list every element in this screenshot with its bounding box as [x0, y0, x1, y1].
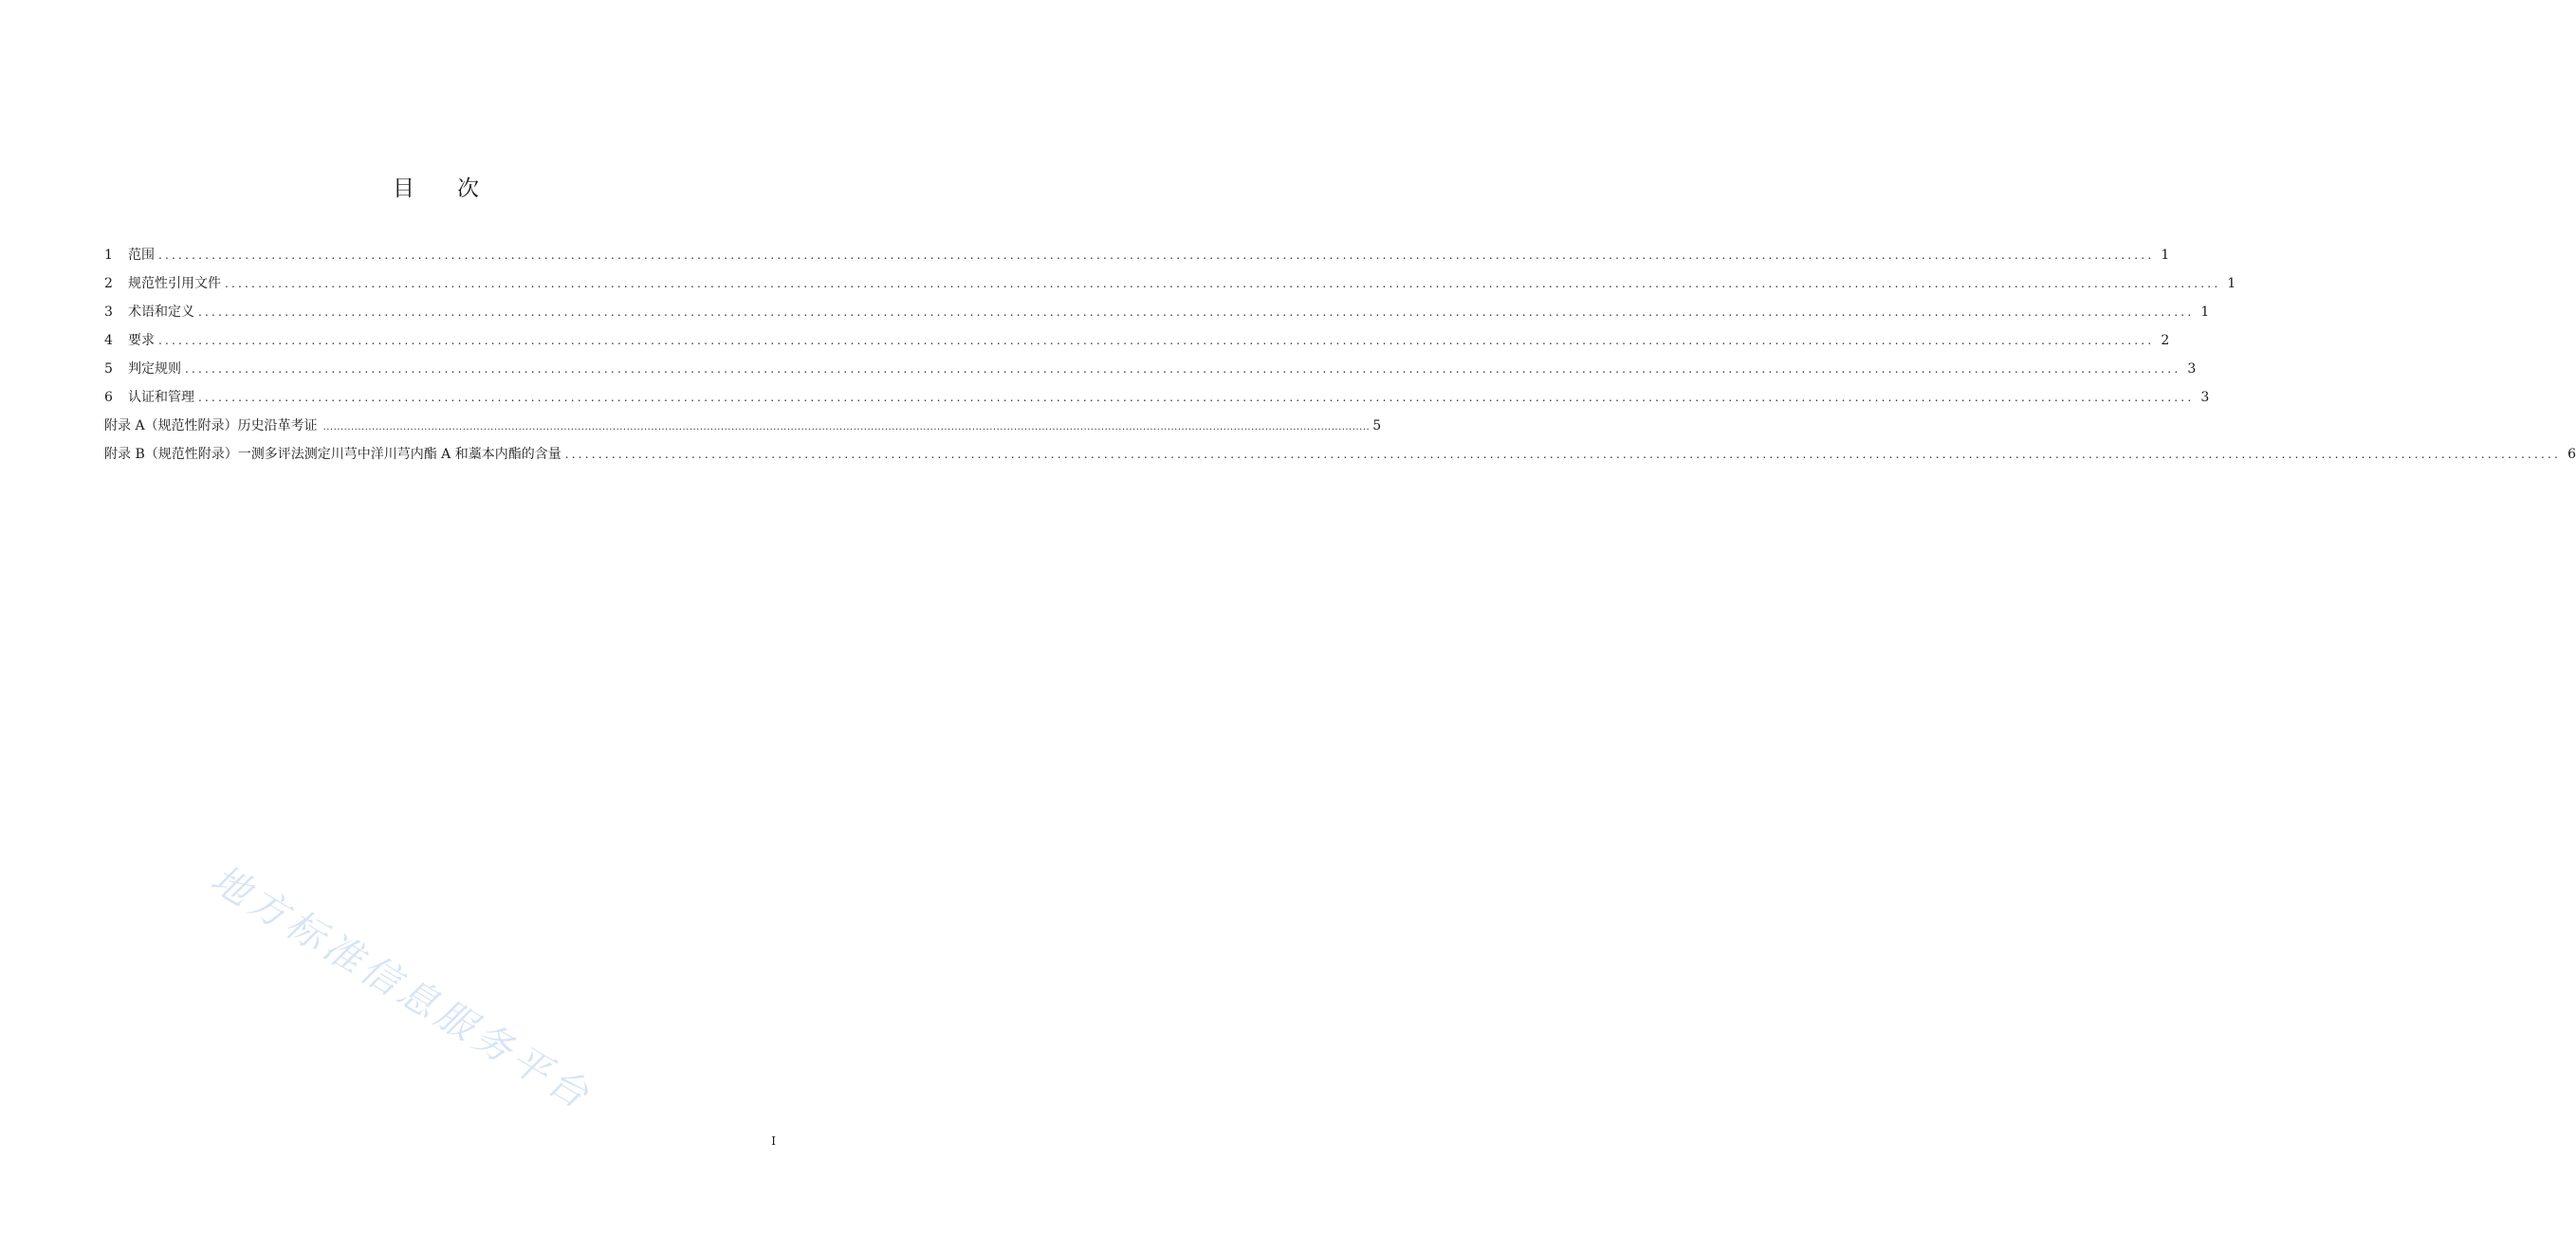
dot-leader: ............................................................................................................................................................................................................................................................................................................ [564, 448, 2562, 461]
toc-entry-page: 3 [2187, 361, 2197, 377]
toc-entry-terms[interactable] [104, 302, 2210, 330]
page-title [0, 171, 873, 202]
toc-entry-page: 1 [2227, 276, 2236, 291]
watermark-text: 地方标准信息服务平台 [203, 857, 600, 1120]
toc-entry-page: 2 [2161, 333, 2170, 348]
toc-entry-label: 术语和定义 [128, 304, 194, 320]
toc-entry-number: 5 [104, 361, 113, 377]
toc-entry-number: 3 [104, 304, 113, 320]
toc-entry-label: 附录 B（规范性附录）一测多评法测定川芎中洋川芎内酯 A 和藁本内酯的含量 [104, 447, 561, 462]
toc-entry-label: 判定规则 [128, 361, 181, 377]
dot-leader: ............................................................................................................................................................................................................................................................................................................ [158, 334, 2155, 347]
toc-entry-page: 1 [2161, 248, 2170, 263]
toc-entry-requirements[interactable] [104, 330, 2170, 359]
toc-entry-label: 认证和管理 [128, 390, 194, 405]
dot-leader: ............................................................................................................................................................................................................................................................................................................ [185, 362, 2181, 376]
toc-entry-number: 4 [104, 333, 113, 348]
dot-leader: ............................................................................................................................................................................................................................................................................................................ [198, 305, 2195, 319]
dot-leader: ............................................................................................................................................................................................................................................................................................................ [158, 249, 2155, 262]
toc-entry-page: 5 [1372, 418, 1382, 433]
toc-entry-label: 规范性引用文件 [128, 276, 221, 291]
toc-entry-label: 范围 [128, 248, 155, 263]
title-char-2: 次 [457, 176, 480, 201]
dot-leader: ............................................................................................................................................................................................................................................................................................................ [225, 277, 2221, 290]
toc-entry-number: 1 [104, 248, 113, 263]
toc-entry-judgment-rules[interactable] [104, 359, 2197, 387]
toc-entry-page: 1 [2200, 304, 2210, 320]
toc-entry-appendix-b[interactable] [104, 444, 2576, 472]
toc-entry-page: 3 [2200, 390, 2210, 405]
dot-leader: ............................................................................................................................................................................................................................................................................................................ [322, 422, 1371, 433]
toc-entry-number: 2 [104, 276, 113, 291]
page-number: I [771, 1134, 776, 1148]
dot-leader: ............................................................................................................................................................................................................................................................................................................ [198, 391, 2195, 404]
toc-entry-scope[interactable] [104, 245, 2170, 273]
toc-entry-normative-references[interactable] [104, 273, 2236, 302]
toc-entry-label: 要求 [128, 333, 155, 348]
toc-entry-number: 6 [104, 390, 113, 405]
toc-entry-appendix-a[interactable] [104, 415, 1382, 444]
title-char-1: 目 [393, 176, 415, 201]
toc-entry-label: 附录 A（规范性附录）历史沿革考证 [104, 418, 318, 433]
table-of-contents [104, 245, 2576, 472]
toc-entry-certification[interactable] [104, 387, 2210, 415]
toc-entry-page: 6 [2567, 447, 2576, 462]
